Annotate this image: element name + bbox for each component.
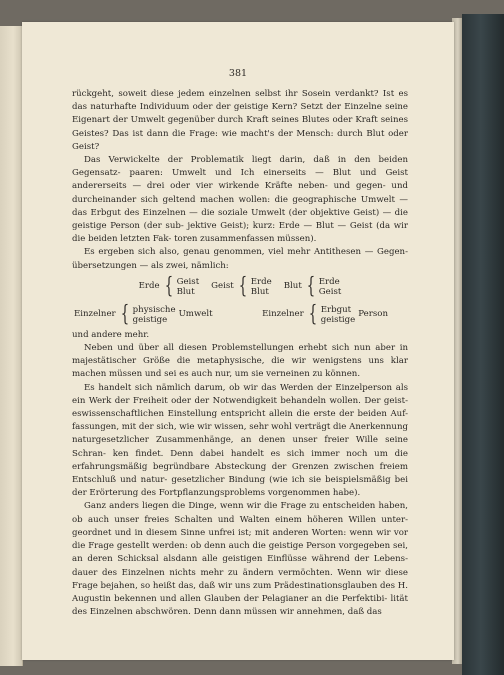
paragraph-5: Es handelt sich nämlich darum, ob wir das Werden der Einzelperson als ein Werk der Freiheit oder der Notwendigkeit behandeln wollen. Der geist- eswissenschaftlichen Einstellung entspricht allein die erste der beiden Auf- fassungen, mit der sich, wie wir wissen, sehr wohl verträgt die Anerkennung naturgesetzlicher Zusammenhänge, an denen unser freier Wille seine Schran- ken findet. Denn dabei handelt es sich immer noch um die erfahrungsmäßig begründbare Absteckung der Grenzen zwischen freiem Entschluß und natur- gesetzlicher Bindung (wie ich sie beispielsmäßig bei der Erörterung des Fortpflanzungsproblems vorgenommen habe). [72, 382, 409, 499]
formula-group: Blut { Erde Geist [283, 273, 342, 299]
book-page [22, 22, 454, 660]
previous-page-edge [0, 26, 23, 666]
paragraph-1: rückgeht, soweit diese jedem einzelnen selbst ihr Sosein verdankt? Ist es das naturhafte Individuum oder der geistige Kern? Setzt der Einzelne seine Eigenart der Umwelt gegenüber durch Kraft seines Blutes oder Kraft seines Geistes? Das ist dann die Frage: wie macht's der Mensch: durch Blut oder Geist? [72, 89, 408, 152]
formula-group: Einzelner { Erbgut geistige Person [262, 301, 388, 327]
paragraph-4: Neben und über all diesen Problemstellungen erhebt sich nun aber in majestätischer Größe die metaphysische, die wir wenigstens uns klar machen müssen und sei es auch nur, um sie verneinen zu können. [72, 343, 408, 380]
paragraph-2: Das Verwickelte der Problematik liegt darin, daß in den beiden Gegensatz- paaren: Umwelt und Ich einerseits — Blut und Geist andererseits — drei oder vier wirkende Kräfte neben- und gegen- und durcheinander sich geltend machen wollen: die geographische Umwelt — das Erbgut des Einzelnen — die soziale Umwelt (der objektive Geist) — die geistige Person (der sub- jektive Geist); kurz: Erde — Blut — Geist (da wir die beiden letzten Fak- toren zusammenfassen müssen). [72, 155, 409, 245]
antithesis-formula-1 [72, 273, 408, 301]
formula-followup: und andere mehr. [72, 329, 150, 340]
page-body [72, 88, 408, 619]
paragraph-6: Ganz anders liegen die Dinge, wenn wir die Frage zu entscheiden haben, ob auch unser freies Schalten und Walten einem höheren Willen unter- geordnet und in diesem Sinne unfrei ist; mit anderen Worten: wenn wir vor die Frage gestellt werden: ob denn auch die geistige Person vorgegeben sei, an deren Schicksal alsdann alle geistigen Einflüsse während der Lebens- dauer des Einzelnen nichts mehr zu ändern vermöchten. Wenn wir diese Frage bejahen, so heißt das, daß wir uns zum Prädestinationsglauben des H. Augustin bekennen und allen Glauben der Pelagianer an die Perfektibi- lität des Einzelnen abschwören. Denn dann müssen wir annehmen, daß das [72, 501, 409, 618]
page-number: 381 [228, 68, 248, 79]
formula-group: Einzelner { physische geistige Umwelt [74, 301, 213, 327]
formula-group: Geist { Erde Blut [211, 273, 272, 299]
book-cover [462, 14, 504, 675]
paragraph-3: Es ergeben sich also, genau genommen, viel mehr Antithesen — Gegen- übersetzungen — als zwei, nämlich: [72, 247, 408, 271]
antithesis-formula-2 [72, 301, 408, 329]
formula-group: Erde { Geist Blut [138, 273, 200, 299]
